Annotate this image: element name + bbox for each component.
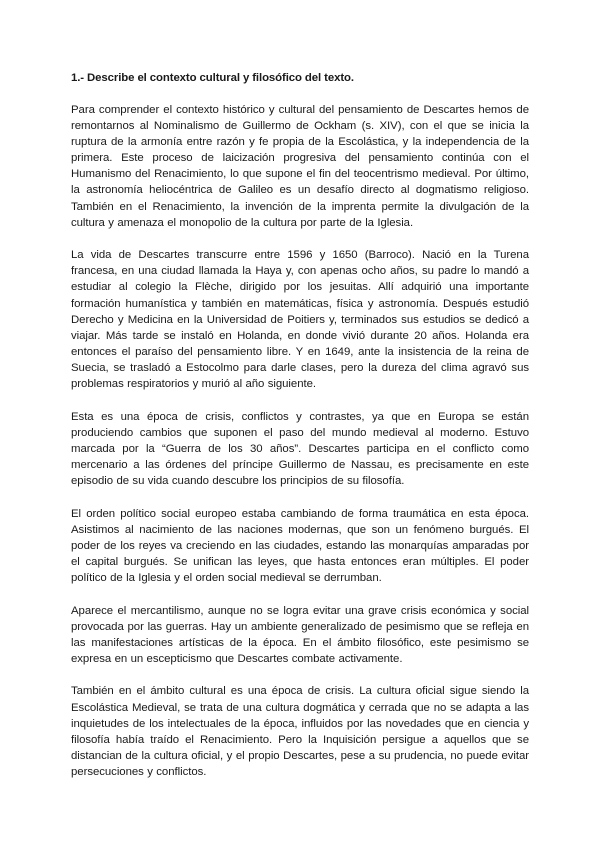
paragraph-descartes-life: La vida de Descartes transcurre entre 1596 y 1650 (Barroco). Nació en la Turena francesa, en una ciudad llamada la Haya y, con apenas ocho años, su padre lo mandó a estudiar al colegio la Flèche, dirigido por los jesuitas. Allí adquirió una importante formación humanística y también en matemáticas, física y astronomía. Después estudió Derecho y Medicina en la Universidad de Poitiers y, terminados sus estudios se dedicó a viajar. Más tarde se instaló en Holanda, en donde vivió durante 20 años. Holanda era entonces el paraíso del pensamiento libre. Y en 1649, ante la insistencia de la reina de Suecia, se trasladó a Estocolmo para darle clases, pero la dureza del clima agravó sus problemas respiratorios y murió al año siguiente. [71, 249, 529, 390]
paragraph-context-origins: Para comprender el contexto histórico y cultural del pensamiento de Descartes hemos de remontarnos al Nominalismo de Guillermo de Ockham (s. XIV), con el que se inicia la ruptura de la armonía entre razón y fe propia de la Escolástica, y la independencia de la primera. Este proceso de laicización progresiva del pensamiento continúa con el Humanismo del Renacimiento, lo que supone el fin del teocentrismo medieval. Por último, la astronomía heliocéntrica de Galileo es un desafío directo al dogmatismo religioso. También en el Renacimiento, la invención de la imprenta permite la divulgación de la cultura y amenaza el monopolio de la cultura por parte de la Iglesia. [71, 104, 529, 229]
paragraph-crisis-era: Esta es una época de crisis, conflictos y contrastes, ya que en Europa se están produciendo cambios que suponen el paso del mundo medieval al moderno. Estuvo marcada por la “Guerra de los 30 años”. Descartes participa en el conflicto como mercenario a las órdenes del príncipe Guillermo de Nassau, es precisamente en este episodio de su vida cuando descubre los principios de su filosofía. [71, 410, 529, 487]
paragraph-mercantilism: Aparece el mercantilismo, aunque no se logra evitar una grave crisis económica y social provocada por las guerras. Hay un ambiente generalizado de pesimismo que se refleja en las manifestaciones artísticas de la época. En el ámbito filosófico, este pesimismo se expresa en un escepticismo que Descartes combate activamente. [71, 604, 529, 665]
question-heading: 1.- Describe el contexto cultural y filosófico del texto. [71, 72, 354, 84]
paragraph-political-order: El orden político social europeo estaba cambiando de forma traumática en esta época. Asistimos al nacimiento de las naciones modernas, que son un fenómeno burgués. El poder de los reyes va creciendo en las ciudades, estando las monarquías amparadas por el capital burgués. Se unifican las leyes, que hasta entonces eran múltiples. El poder político de la Iglesia y el orden social medieval se derrumban. [71, 507, 529, 584]
paragraph-cultural-crisis: También en el ámbito cultural es una época de crisis. La cultura oficial sigue siendo la Escolástica Medieval, se trata de una cultura dogmática y cerrada que no se adapta a las inquietudes de los intelectuales de la época, influidos por las novedades que en ciencia y filosofía había traído el Renacimiento. Pero la Inquisición persigue a aquellos que se distancian de la cultura oficial, y el propio Descartes, pese a su prudencia, no puede evitar persecuciones y conflictos. [71, 685, 529, 778]
